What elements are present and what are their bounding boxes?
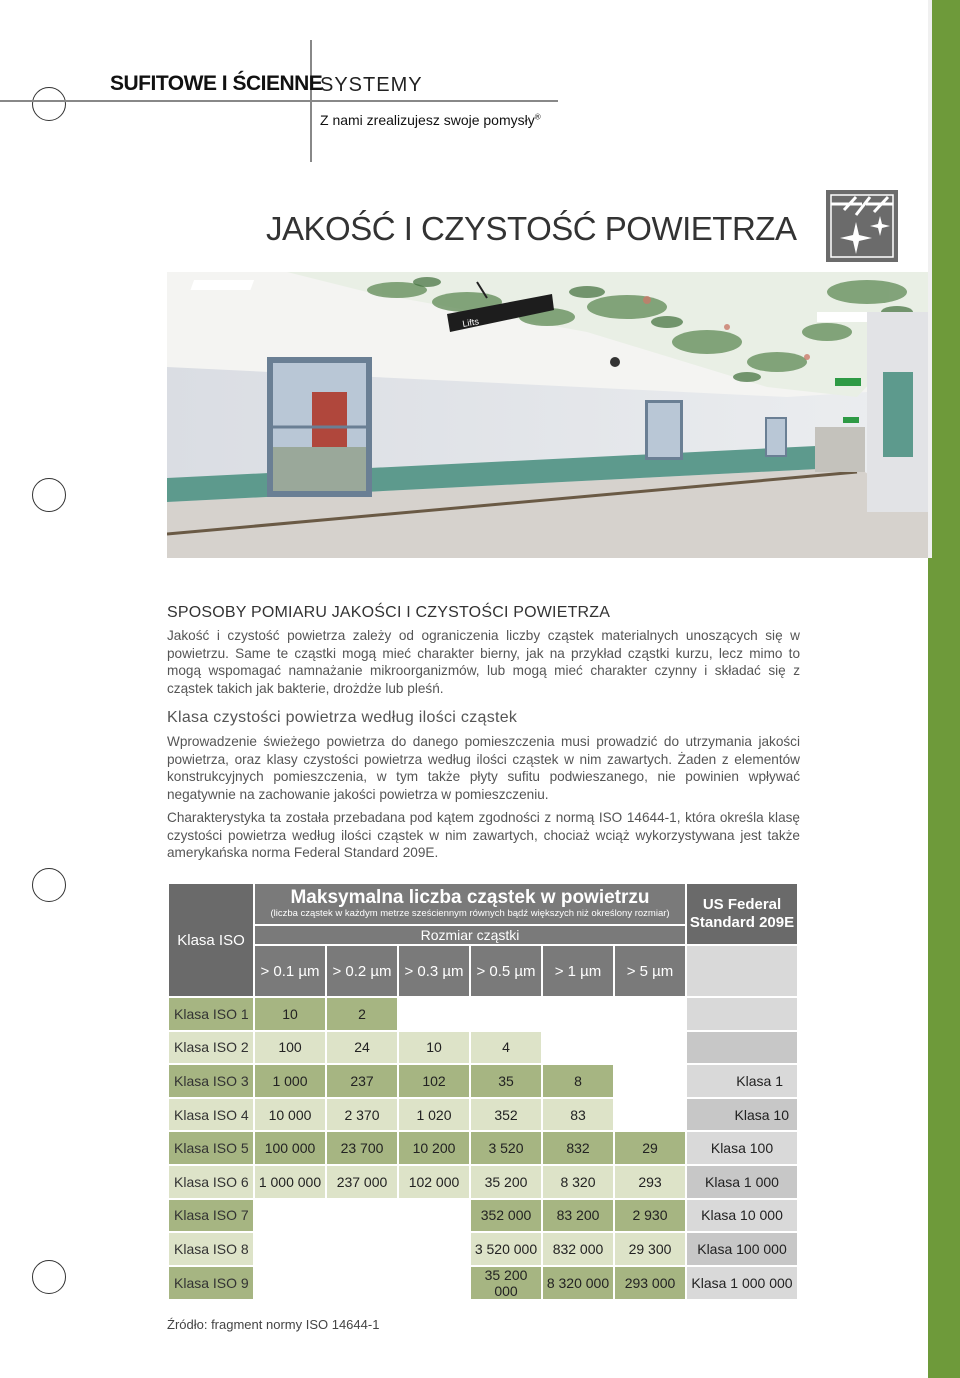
size-0-1: > 0.1 µm xyxy=(255,946,325,996)
row-us-class: Klasa 10 000 xyxy=(687,1200,797,1232)
section-title: SPOSOBY POMIARU JAKOŚCI I CZYSTOŚCI POWIETRZA xyxy=(167,604,611,621)
iso-class-table xyxy=(167,882,799,1301)
table-cell: 23 700 xyxy=(327,1132,397,1164)
row-class: Klasa ISO 3 xyxy=(169,1065,253,1097)
table-cell: 102 000 xyxy=(399,1166,469,1198)
header-us-blank xyxy=(687,946,797,996)
side-band xyxy=(928,0,960,558)
table-cell: 832 xyxy=(543,1132,613,1164)
row-us-class xyxy=(687,1032,797,1064)
table-cell xyxy=(255,1200,325,1232)
table-cell: 29 xyxy=(615,1132,685,1164)
row-class: Klasa ISO 2 xyxy=(169,1032,253,1064)
table-cell: 10 200 xyxy=(399,1132,469,1164)
size-0-3: > 0.3 µm xyxy=(399,946,469,996)
intro-paragraph: Jakość i czystość powietrza zależy od ograniczenia liczby cząstek materialnych unoszących się w powietrzu. Same te cząstki mogą mieć charakter bierny, jak na przykład cząstki kurzu, lecz mimo to mogą wspomagać namnażanie mikroorganizmów, lub mogą mieć charakter czynny i składać się z cząstek takich jak bakterie, drożdże lub pleśń. xyxy=(167,628,800,696)
table-cell: 1 000 000 xyxy=(255,1166,325,1198)
table-cell xyxy=(543,998,613,1030)
table-cell: 35 xyxy=(471,1065,541,1097)
table-cell: 2 370 xyxy=(327,1099,397,1131)
table-cell: 100 000 xyxy=(255,1132,325,1164)
header-particle-size: Rozmiar cząstki xyxy=(255,926,685,944)
table-cell: 1 000 xyxy=(255,1065,325,1097)
row-class: Klasa ISO 9 xyxy=(169,1267,253,1299)
row-class: Klasa ISO 1 xyxy=(169,998,253,1030)
table-cell: 10 xyxy=(255,998,325,1030)
table-row xyxy=(169,1065,797,1097)
table-cell: 293 xyxy=(615,1166,685,1198)
table-cell: 2 xyxy=(327,998,397,1030)
table-cell: 352 xyxy=(471,1099,541,1131)
table-cell xyxy=(327,1200,397,1232)
table-row xyxy=(169,1200,797,1232)
table-cell: 35 200 000 xyxy=(471,1267,541,1299)
brand-name: SUFITOWE I ŚCIENNE xyxy=(110,72,323,95)
table-cell xyxy=(399,1200,469,1232)
row-class: Klasa ISO 6 xyxy=(169,1166,253,1198)
table-cell xyxy=(471,998,541,1030)
corridor-photo xyxy=(167,272,928,558)
row-us-class: Klasa 100 000 xyxy=(687,1233,797,1265)
table-cell: 10 000 xyxy=(255,1099,325,1131)
row-class: Klasa ISO 7 xyxy=(169,1200,253,1232)
table-cell: 3 520 000 xyxy=(471,1233,541,1265)
table-cell: 3 520 xyxy=(471,1132,541,1164)
table-row xyxy=(169,1099,797,1131)
table-cell xyxy=(399,1267,469,1299)
table-cell xyxy=(327,1267,397,1299)
table-cell xyxy=(543,1032,613,1064)
table-row xyxy=(169,1032,797,1064)
table-cell xyxy=(399,998,469,1030)
row-us-class xyxy=(687,998,797,1030)
table-cell: 832 000 xyxy=(543,1233,613,1265)
header-divider-horizontal xyxy=(0,100,558,102)
side-band-lower xyxy=(928,558,960,1378)
size-5: > 5 µm xyxy=(615,946,685,996)
table-row xyxy=(169,1166,797,1198)
row-us-class: Klasa 1 000 000 xyxy=(687,1267,797,1299)
source-note: Źródło: fragment normy ISO 14644-1 xyxy=(167,1317,380,1332)
table-cell: 10 xyxy=(399,1032,469,1064)
row-us-class: Klasa 100 xyxy=(687,1132,797,1164)
table-row xyxy=(169,998,797,1030)
table-cell xyxy=(615,1099,685,1131)
header-max-particles: Maksymalna liczba cząstek w powietrzu (liczba cząstek w każdym metrze sześciennym równych bądź większych niż określony rozmiar) xyxy=(255,884,685,924)
quality-logo-icon xyxy=(826,190,898,262)
row-us-class: Klasa 10 xyxy=(687,1099,797,1131)
binder-hole xyxy=(32,1260,66,1294)
table-cell xyxy=(615,1065,685,1097)
row-class: Klasa ISO 8 xyxy=(169,1233,253,1265)
table-cell xyxy=(327,1233,397,1265)
side-band-edge xyxy=(928,0,932,558)
table-cell: 8 320 xyxy=(543,1166,613,1198)
table-cell: 102 xyxy=(399,1065,469,1097)
table-cell: 1 020 xyxy=(399,1099,469,1131)
table-cell: 24 xyxy=(327,1032,397,1064)
table-cell xyxy=(615,998,685,1030)
row-class: Klasa ISO 5 xyxy=(169,1132,253,1164)
table-cell xyxy=(399,1233,469,1265)
header-us-federal: US Federal Standard 209E xyxy=(687,884,797,944)
table-cell xyxy=(615,1032,685,1064)
page-title: JAKOŚĆ I CZYSTOŚĆ POWIETRZA xyxy=(266,210,797,247)
table-cell: 8 320 000 xyxy=(543,1267,613,1299)
size-0-5: > 0.5 µm xyxy=(471,946,541,996)
table-cell: 29 300 xyxy=(615,1233,685,1265)
header-klasa-iso: Klasa ISO xyxy=(169,884,253,996)
table-cell xyxy=(255,1233,325,1265)
size-1: > 1 µm xyxy=(543,946,613,996)
body-paragraph-2: Charakterystyka ta została przebadana pod kątem zgodności z normą ISO 14644-1, która określa klasę czystości powietrza według ilości cząstek w nim zawartych, chociaż wciąż wykorzystywana jest także amerykańska norma Federal Standard 209E. xyxy=(167,810,800,861)
size-0-2: > 0.2 µm xyxy=(327,946,397,996)
tagline: Z nami zrealizujesz swoje pomysły® xyxy=(320,112,541,128)
registered-mark: ® xyxy=(534,112,541,122)
row-us-class: Klasa 1 xyxy=(687,1065,797,1097)
row-us-class: Klasa 1 000 xyxy=(687,1166,797,1198)
table-cell: 100 xyxy=(255,1032,325,1064)
table-cell: 237 xyxy=(327,1065,397,1097)
table-cell: 83 200 xyxy=(543,1200,613,1232)
table-cell: 352 000 xyxy=(471,1200,541,1232)
table-cell: 8 xyxy=(543,1065,613,1097)
table-cell: 293 000 xyxy=(615,1267,685,1299)
lifts-sign-text: Lifts xyxy=(461,316,480,329)
table-cell: 35 200 xyxy=(471,1166,541,1198)
table-cell xyxy=(255,1267,325,1299)
table-row xyxy=(169,1267,797,1299)
table-row xyxy=(169,1233,797,1265)
table-row xyxy=(169,1132,797,1164)
table-cell: 2 930 xyxy=(615,1200,685,1232)
table-cell: 83 xyxy=(543,1099,613,1131)
subsection-heading: Klasa czystości powietrza według ilości cząstek xyxy=(167,709,518,726)
row-class: Klasa ISO 4 xyxy=(169,1099,253,1131)
body-paragraph-1: Wprowadzenie świeżego powietrza do danego pomieszczenia musi prowadzić do utrzymania jakości powietrza, oraz klasy czystości powietrza według ilości cząstek w nim zawartych. Żaden z elementów konstrukcyjnych pomieszczenia, w tym także płyty sufitu podwieszanego, nie powinien wpływać negatywnie na zachowanie jakości powietrza w pomieszczeniu. xyxy=(167,734,800,802)
brand-suffix: SYSTEMY xyxy=(320,74,423,96)
table-cell: 4 xyxy=(471,1032,541,1064)
table-cell: 237 000 xyxy=(327,1166,397,1198)
binder-hole xyxy=(32,868,66,902)
binder-hole xyxy=(32,87,66,121)
binder-hole xyxy=(32,478,66,512)
